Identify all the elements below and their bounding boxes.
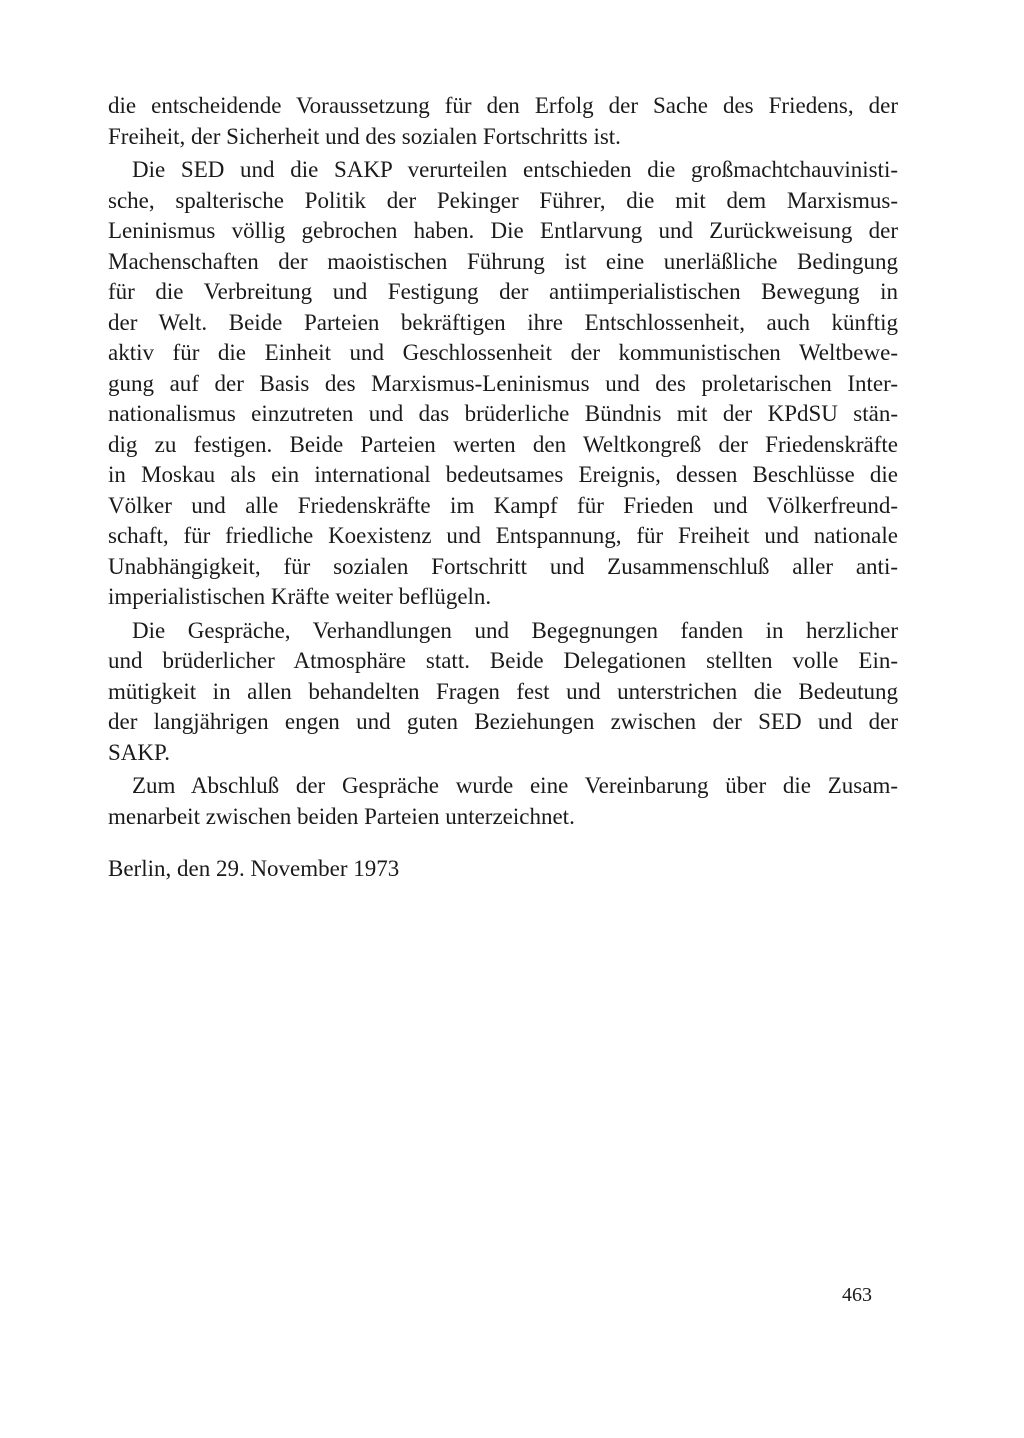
text-line: aktiv für die Einheit und Geschlossenheit der kommunistischen Weltbewe- — [108, 340, 898, 365]
text-line: Völker und alle Friedenskräfte im Kampf für Frieden und Völkerfreund- — [108, 492, 898, 518]
text-line: dig zu festigen. Beide Parteien werten den Weltkongreß der Friedenskräfte — [108, 431, 898, 457]
text-line: menarbeit zwischen beiden Parteien unterzeichnet. — [108, 803, 575, 829]
text-line: Die Gespräche, Verhandlungen und Begegnungen fanden in herzlicher — [132, 617, 898, 643]
body-text — [108, 91, 898, 832]
text-line: Die SED und die SAKP verurteilen entschieden die großmachtchauvinisti- — [132, 157, 898, 182]
date-line: Berlin, den 29. November 1973 — [108, 856, 400, 881]
text-line: schaft, für friedliche Koexistenz und Entspannung, für Freiheit und nationale — [108, 523, 898, 548]
text-line: SAKP. — [108, 739, 171, 765]
text-line: gung auf der Basis des Marxismus-Leninismus und des proletarischen Inter- — [108, 370, 898, 396]
text-line: für die Verbreitung und Festigung der antiimperialistischen Bewegung in — [108, 279, 898, 304]
text-line: nationalismus einzutreten und das brüderliche Bündnis mit der KPdSU stän- — [108, 401, 898, 426]
text-line: der Welt. Beide Parteien bekräftigen ihre Entschlossenheit, auch künftig — [108, 309, 898, 335]
text-line: die entscheidende Voraussetzung für den Erfolg der Sache des Friedens, der — [108, 93, 898, 118]
page-number: 463 — [842, 1284, 872, 1306]
text-line: mütigkeit in allen behandelten Fragen fest und unterstrichen die Bedeutung — [108, 678, 898, 704]
text-line: sche, spalterische Politik der Pekinger Führer, die mit dem Marxismus- — [108, 187, 898, 213]
text-line: Machenschaften der maoistischen Führung ist eine unerläßliche Bedingung — [108, 248, 898, 274]
text-line: in Moskau als ein international bedeutsames Ereignis, dessen Beschlüsse die — [108, 462, 898, 487]
text-line: Leninismus völlig gebrochen haben. Die Entlarvung und Zurückweisung der — [108, 218, 898, 243]
text-line: und brüderlicher Atmosphäre statt. Beide Delegationen stellten volle Ein- — [108, 648, 898, 673]
text-line: Zum Abschluß der Gespräche wurde eine Vereinbarung über die Zusam- — [132, 773, 898, 798]
text-line: Unabhängigkeit, für sozialen Fortschritt und Zusammenschluß aller anti- — [108, 553, 898, 579]
text-line: der langjährigen engen und guten Beziehungen zwischen der SED und der — [108, 709, 898, 734]
text-line: Freiheit, der Sicherheit und des sozialen Fortschritts ist. — [108, 123, 621, 149]
text-line: imperialistischen Kräfte weiter beflügeln. — [108, 584, 492, 609]
